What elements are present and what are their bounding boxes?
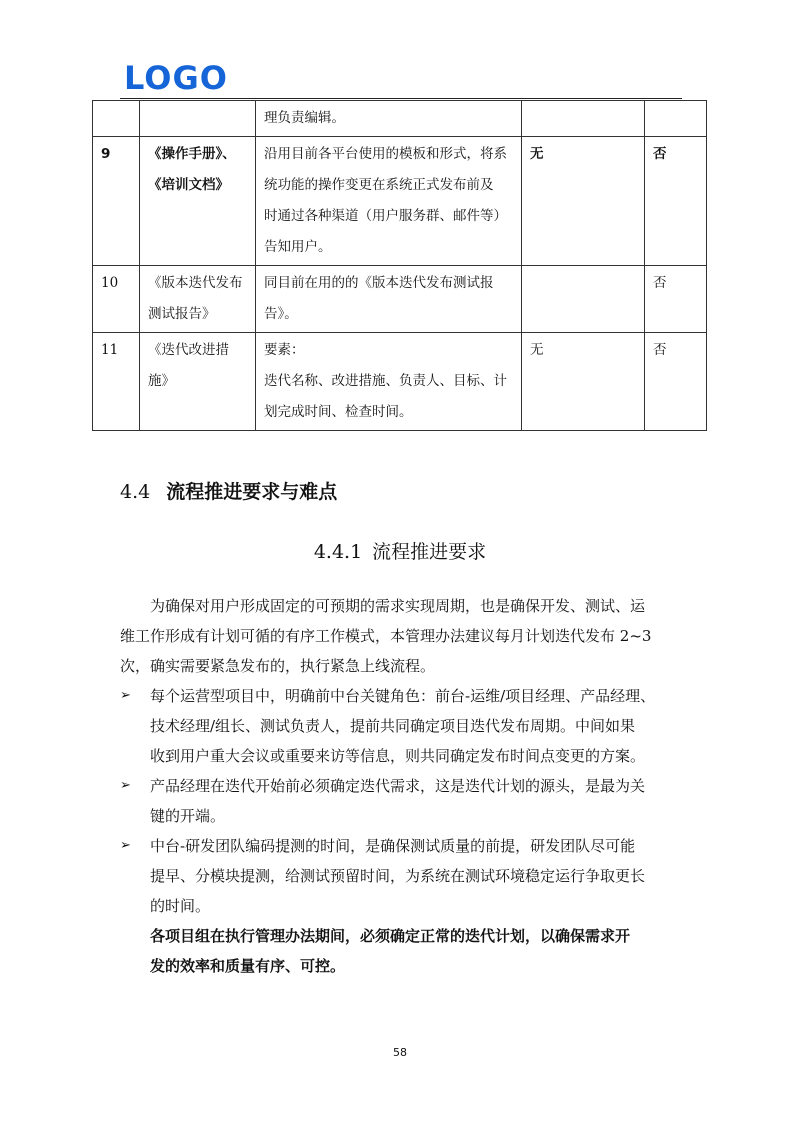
arrow-bullet-icon: ➢ — [120, 778, 131, 793]
table-row — [93, 266, 707, 333]
company-logo: LOGO — [124, 59, 228, 97]
intro-paragraph: 为确保对用户形成固定的可预期的需求实现周期，也是确保开发、测试、运 维工作形成有计划可循的有序工作模式，本管理办法建议每月计划迭代发布 2~3 次，确实需要紧急发布的，执行紧急上线流程。 — [120, 597, 652, 675]
header-rule — [120, 98, 682, 99]
table-row — [93, 333, 707, 431]
column-5-cell — [645, 101, 707, 137]
document-name-cell — [140, 101, 256, 137]
subsection-heading — [0, 538, 800, 566]
row-number-cell: 10 — [93, 266, 140, 333]
column-4-cell: 无 — [522, 137, 645, 266]
column-5-cell: 否 — [645, 137, 707, 266]
section-heading — [120, 478, 337, 506]
description-cell: 理负责编辑。 — [256, 101, 522, 137]
description-cell: 同目前在用的的《版本迭代发布测试报 告》。 — [256, 266, 522, 333]
column-4-cell — [522, 101, 645, 137]
deliverables-table — [92, 100, 707, 431]
arrow-bullet-icon: ➢ — [120, 838, 131, 853]
page-number: 58 — [393, 1046, 407, 1059]
row-number-cell — [93, 101, 140, 137]
body-content — [120, 591, 682, 981]
column-5-cell: 否 — [645, 333, 707, 431]
row-number-cell: 11 — [93, 333, 140, 431]
bullet-item: ➢ 中台-研发团队编码提测的时间，是确保测试质量的前提，研发团队尽可能 提早、分模块提测，给测试预留时间，为系统在测试环境稳定运行争取更长 的时间。 — [120, 831, 682, 921]
bullet-item: ➢ 产品经理在迭代开始前必须确定迭代需求，这是迭代计划的源头，是最为关 键的开端。 — [120, 771, 682, 831]
subsection-number: 4.4.1 — [313, 541, 363, 563]
subsection-title: 流程推进要求 — [372, 541, 487, 563]
table-row — [93, 137, 707, 266]
document-name-cell: 《操作手册》、 《培训文档》 — [140, 137, 256, 266]
description-cell: 要素： 迭代名称、改进措施、负责人、目标、计 划完成时间、检查时间。 — [256, 333, 522, 431]
section-title: 流程推进要求与难点 — [166, 481, 338, 503]
emphasis-paragraph: 各项目组在执行管理办法期间，必须确定正常的迭代计划，以确保需求开 发的效率和质量有序、可控。 — [150, 927, 631, 975]
description-cell: 沿用目前各平台使用的模板和形式，将系 统功能的操作变更在系统正式发布前及 时通过各种渠道（用户服务群、邮件等） 告知用户。 — [256, 137, 522, 266]
arrow-bullet-icon: ➢ — [120, 688, 131, 703]
document-name-cell: 《迭代改进措 施》 — [140, 333, 256, 431]
row-number-cell: 9 — [93, 137, 140, 266]
section-number: 4.4 — [120, 481, 151, 503]
document-name-cell: 《版本迭代发布 测试报告》 — [140, 266, 256, 333]
column-5-cell: 否 — [645, 266, 707, 333]
table-row — [93, 101, 707, 137]
bullet-item: ➢ 每个运营型项目中，明确前中台关键角色：前台-运维/项目经理、产品经理、 技术经理/组长、测试负责人，提前共同确定项目迭代发布周期。中间如果 收到用户重大会议或重要来访等信息，则共同确定发布时间点变更的方案。 — [120, 681, 682, 771]
column-4-cell: 无 — [522, 333, 645, 431]
column-4-cell — [522, 266, 645, 333]
